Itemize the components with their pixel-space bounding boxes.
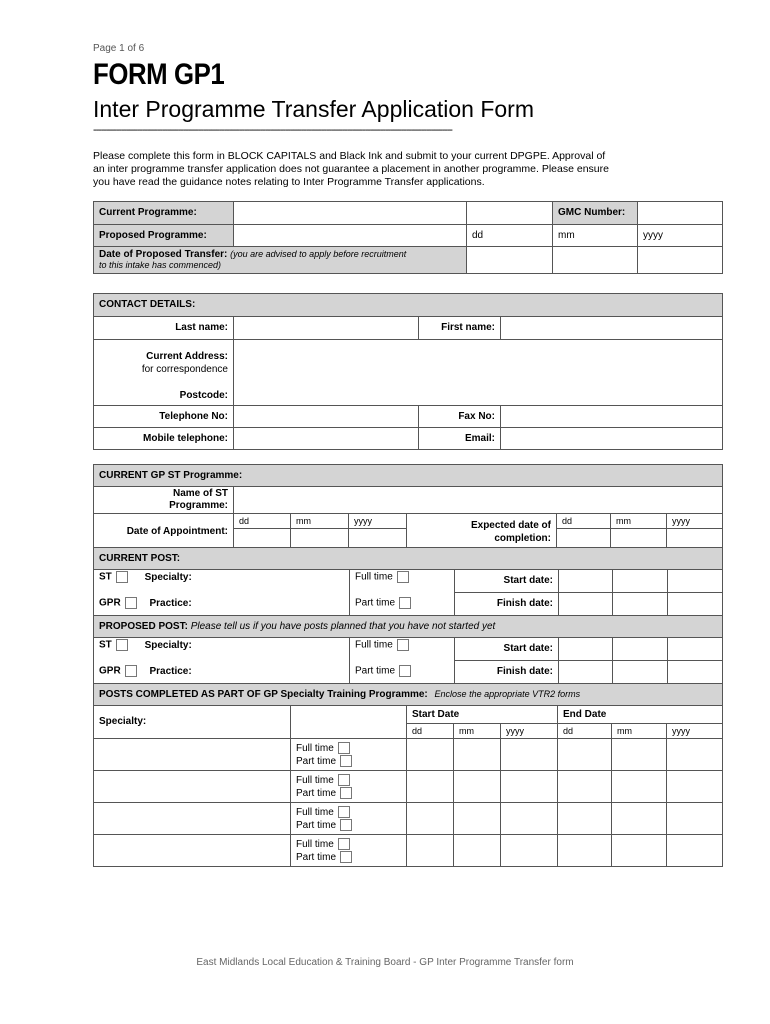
- end-mm-header: mm: [612, 724, 667, 739]
- date-transfer-note: (you are advised to apply before recruitment: [230, 249, 407, 259]
- start-dd-cell[interactable]: [407, 771, 454, 803]
- proposed-fulltime-cell: [350, 638, 455, 661]
- date-of-transfer-label: [94, 247, 467, 274]
- end-yyyy-cell[interactable]: [667, 771, 723, 803]
- specialty-cell[interactable]: [94, 771, 291, 803]
- page-number: Page 1 of 6: [93, 43, 145, 54]
- start-dd-header: dd: [407, 724, 454, 739]
- finish-date-label: Finish date:: [455, 593, 559, 616]
- specialty-cell[interactable]: [94, 835, 291, 867]
- last-name-field[interactable]: [234, 317, 419, 340]
- full-time-checkbox[interactable]: [338, 774, 350, 786]
- completed-note: Enclose the appropriate VTR2 forms: [434, 689, 581, 699]
- email-label: Email:: [419, 428, 501, 450]
- gmc-number-label: [553, 202, 638, 225]
- contact-table: [93, 293, 723, 450]
- date-transfer-text: Date of Proposed Transfer:: [99, 249, 228, 260]
- mobile-label: Mobile telephone:: [94, 428, 234, 450]
- table-row: [94, 835, 723, 867]
- postcode-label: Postcode:: [179, 390, 228, 401]
- email-field[interactable]: [501, 428, 723, 450]
- proposed-start-yyyy[interactable]: [668, 638, 723, 661]
- time-cell: [291, 739, 407, 771]
- end-yyyy-cell[interactable]: [667, 803, 723, 835]
- specialty-label: Specialty:: [144, 639, 192, 651]
- full-time-label: Full time: [296, 806, 334, 818]
- for-correspondence-text: for correspondence: [141, 364, 228, 375]
- st-label: ST: [99, 571, 112, 583]
- table-row: [94, 739, 723, 771]
- start-dd-cell[interactable]: [407, 835, 454, 867]
- telephone-label: Telephone No:: [94, 406, 234, 428]
- current-fulltime-cell: [350, 570, 455, 593]
- st-programme-name-field[interactable]: [234, 487, 723, 514]
- part-time-checkbox[interactable]: [340, 819, 352, 831]
- time-cell: [291, 803, 407, 835]
- st-checkbox[interactable]: [116, 639, 128, 651]
- dd-label: dd: [472, 229, 484, 241]
- part-time-checkbox[interactable]: [340, 851, 352, 863]
- telephone-field[interactable]: [234, 406, 419, 428]
- completion-mm[interactable]: mm: [611, 514, 667, 529]
- end-dd-cell[interactable]: [558, 803, 612, 835]
- proposed-table: [93, 224, 723, 274]
- full-time-checkbox[interactable]: [397, 639, 409, 651]
- full-time-checkbox[interactable]: [338, 838, 350, 850]
- proposed-post-title: PROPOSED POST:: [99, 620, 188, 632]
- end-dd-cell[interactable]: [558, 739, 612, 771]
- gpst-heading: CURRENT GP ST Programme:: [94, 465, 723, 487]
- expected-completion-label: [407, 514, 557, 551]
- end-dd-header: dd: [558, 724, 612, 739]
- form-title: FORM GP1: [93, 58, 225, 91]
- transfer-yyyy-field[interactable]: [638, 225, 723, 247]
- current-post-heading: CURRENT POST:: [94, 548, 723, 570]
- proposed-start-mm[interactable]: [613, 638, 668, 661]
- transfer-mm-value[interactable]: [553, 247, 638, 274]
- address-label-text: Current Address:: [146, 351, 228, 362]
- full-time-checkbox[interactable]: [397, 571, 409, 583]
- full-time-label: Full time: [296, 774, 334, 786]
- start-dd-cell[interactable]: [407, 803, 454, 835]
- mobile-field[interactable]: [234, 428, 419, 450]
- proposed-start-dd[interactable]: [559, 638, 613, 661]
- current-post-st-row: [94, 570, 350, 593]
- start-date-column-header: Start Date: [407, 706, 558, 724]
- posts-table: [93, 547, 723, 684]
- full-time-checkbox[interactable]: [338, 806, 350, 818]
- mm-label: mm: [558, 229, 575, 241]
- proposed-programme-field[interactable]: [234, 225, 467, 247]
- part-time-label: Part time: [355, 666, 396, 678]
- time-column-header: [291, 706, 407, 739]
- full-time-checkbox[interactable]: [338, 742, 350, 754]
- start-yyyy-cell[interactable]: [501, 739, 558, 771]
- specialty-cell[interactable]: [94, 803, 291, 835]
- part-time-label: Part time: [296, 819, 337, 831]
- transfer-mm-field[interactable]: [553, 225, 638, 247]
- gpr-label: GPR: [99, 598, 121, 610]
- end-mm-cell[interactable]: [612, 771, 667, 803]
- current-start-mm[interactable]: [613, 570, 668, 593]
- proposed-parttime-cell: [350, 661, 455, 684]
- appointment-dd[interactable]: dd: [234, 514, 291, 529]
- part-time-label: Part time: [296, 787, 337, 799]
- expected-line: Expected date of: [470, 520, 551, 531]
- time-cell: [291, 771, 407, 803]
- programme-table: [93, 201, 723, 225]
- current-start-yyyy[interactable]: [668, 570, 723, 593]
- end-dd-cell[interactable]: [558, 835, 612, 867]
- appointment-yyyy[interactable]: yyyy: [349, 514, 407, 529]
- form-subtitle: Inter Programme Transfer Application Form: [93, 96, 534, 122]
- date-appointment-label: Date of Appointment:: [94, 514, 234, 551]
- st-checkbox[interactable]: [116, 571, 128, 583]
- completed-posts-table: [93, 683, 723, 867]
- gmc-label-text: GMC Number:: [558, 207, 626, 218]
- time-cell: [291, 835, 407, 867]
- proposed-post-heading: [94, 616, 723, 638]
- current-finish-dd[interactable]: [559, 593, 613, 616]
- start-mm-header: mm: [454, 724, 501, 739]
- start-mm-cell[interactable]: [454, 803, 501, 835]
- start-yyyy-cell[interactable]: [501, 835, 558, 867]
- appointment-mm[interactable]: mm: [291, 514, 349, 529]
- specialty-label: Specialty:: [144, 571, 192, 583]
- current-finish-yyyy[interactable]: [668, 593, 723, 616]
- part-time-label: Part time: [355, 598, 396, 610]
- intro-line: an inter programme transfer application does not guarantee a placement in another programme. Please ensure: [93, 163, 609, 175]
- practice-label: Practice:: [149, 598, 192, 610]
- end-mm-cell[interactable]: [612, 739, 667, 771]
- full-time-label: Full time: [355, 571, 393, 583]
- first-name-field[interactable]: [501, 317, 723, 340]
- end-mm-cell[interactable]: [612, 803, 667, 835]
- end-dd-cell[interactable]: [558, 771, 612, 803]
- start-yyyy-cell[interactable]: [501, 803, 558, 835]
- end-date-column-header: End Date: [558, 706, 723, 724]
- transfer-dd-value[interactable]: [467, 247, 553, 274]
- part-time-checkbox[interactable]: [340, 755, 352, 767]
- end-yyyy-header: yyyy: [667, 724, 723, 739]
- start-date-label: Start date:: [455, 570, 559, 593]
- transfer-yyyy-value[interactable]: [638, 247, 723, 274]
- intro-line: Please complete this form in BLOCK CAPITALS and Black Ink and submit to your current DPGPE. Approval of: [93, 150, 606, 162]
- proposed-post-note: Please tell us if you have posts planned that you have not started yet: [190, 620, 496, 632]
- current-programme-label: Current Programme:: [94, 202, 234, 225]
- expected-line: completion:: [494, 533, 551, 544]
- gmc-number-field[interactable]: [638, 202, 723, 225]
- current-finish-mm[interactable]: [613, 593, 668, 616]
- contact-heading: CONTACT DETAILS:: [94, 294, 723, 317]
- start-mm-cell[interactable]: [454, 739, 501, 771]
- part-time-checkbox[interactable]: [399, 665, 411, 677]
- specialty-column-header: Specialty:: [94, 706, 291, 739]
- completed-heading-text: POSTS COMPLETED AS PART OF GP Specialty Training Programme:: [99, 689, 428, 700]
- finish-date-label: Finish date:: [455, 661, 559, 684]
- date-transfer-note: to this intake has commenced): [99, 260, 222, 270]
- gpr-label: GPR: [99, 666, 121, 678]
- address-label: [94, 340, 234, 406]
- start-mm-cell[interactable]: [454, 835, 501, 867]
- st-programme-name-label: [94, 487, 234, 514]
- last-name-label: Last name:: [94, 317, 234, 340]
- proposed-post-st-row: [94, 638, 350, 661]
- proposed-post-gpr-row: [94, 661, 350, 684]
- current-parttime-cell: [350, 593, 455, 616]
- part-time-checkbox[interactable]: [399, 597, 411, 609]
- name-line: Programme:: [169, 500, 228, 511]
- address-field[interactable]: [234, 340, 723, 406]
- part-time-label: Part time: [296, 755, 337, 767]
- proposed-programme-label: Proposed Programme:: [94, 225, 234, 247]
- full-time-label: Full time: [355, 639, 393, 651]
- completed-posts-heading: [94, 684, 723, 706]
- completion-dd[interactable]: dd: [557, 514, 611, 529]
- intro-text: [93, 150, 693, 189]
- fax-field[interactable]: [501, 406, 723, 428]
- start-date-label: Start date:: [455, 638, 559, 661]
- fax-label: Fax No:: [419, 406, 501, 428]
- start-yyyy-header: yyyy: [501, 724, 558, 739]
- name-line: Name of ST: [172, 488, 228, 499]
- start-dd-cell[interactable]: [407, 739, 454, 771]
- page-footer: East Midlands Local Education & Training Board - GP Inter Programme Transfer form: [196, 957, 574, 968]
- full-time-label: Full time: [296, 742, 334, 754]
- practice-label: Practice:: [149, 666, 192, 678]
- first-name-label: First name:: [419, 317, 501, 340]
- gpr-checkbox[interactable]: [125, 597, 137, 609]
- specialty-cell[interactable]: [94, 739, 291, 771]
- proposed-finish-dd[interactable]: [559, 661, 613, 684]
- current-programme-field[interactable]: [234, 202, 467, 225]
- transfer-dd-field[interactable]: [467, 225, 553, 247]
- intro-line: you have read the guidance notes relating to Inter Programme Transfer applications.: [93, 176, 485, 188]
- end-yyyy-cell[interactable]: [667, 739, 723, 771]
- part-time-label: Part time: [296, 851, 337, 863]
- proposed-finish-mm[interactable]: [613, 661, 668, 684]
- current-post-gpr-row: [94, 593, 350, 616]
- current-start-dd[interactable]: [559, 570, 613, 593]
- start-mm-cell[interactable]: [454, 771, 501, 803]
- completion-yyyy[interactable]: yyyy: [667, 514, 723, 529]
- part-time-checkbox[interactable]: [340, 787, 352, 799]
- gpst-table: [93, 464, 723, 551]
- start-yyyy-cell[interactable]: [501, 771, 558, 803]
- end-mm-cell[interactable]: [612, 835, 667, 867]
- st-label: ST: [99, 639, 112, 651]
- gpr-checkbox[interactable]: [125, 665, 137, 677]
- proposed-finish-yyyy[interactable]: [668, 661, 723, 684]
- end-yyyy-cell[interactable]: [667, 835, 723, 867]
- divider: --------------------------------------------------------------------------------------------------------------------------------------------: [93, 124, 452, 136]
- table-row: [94, 803, 723, 835]
- full-time-label: Full time: [296, 838, 334, 850]
- yyyy-label: yyyy: [643, 229, 663, 241]
- table-row: [94, 771, 723, 803]
